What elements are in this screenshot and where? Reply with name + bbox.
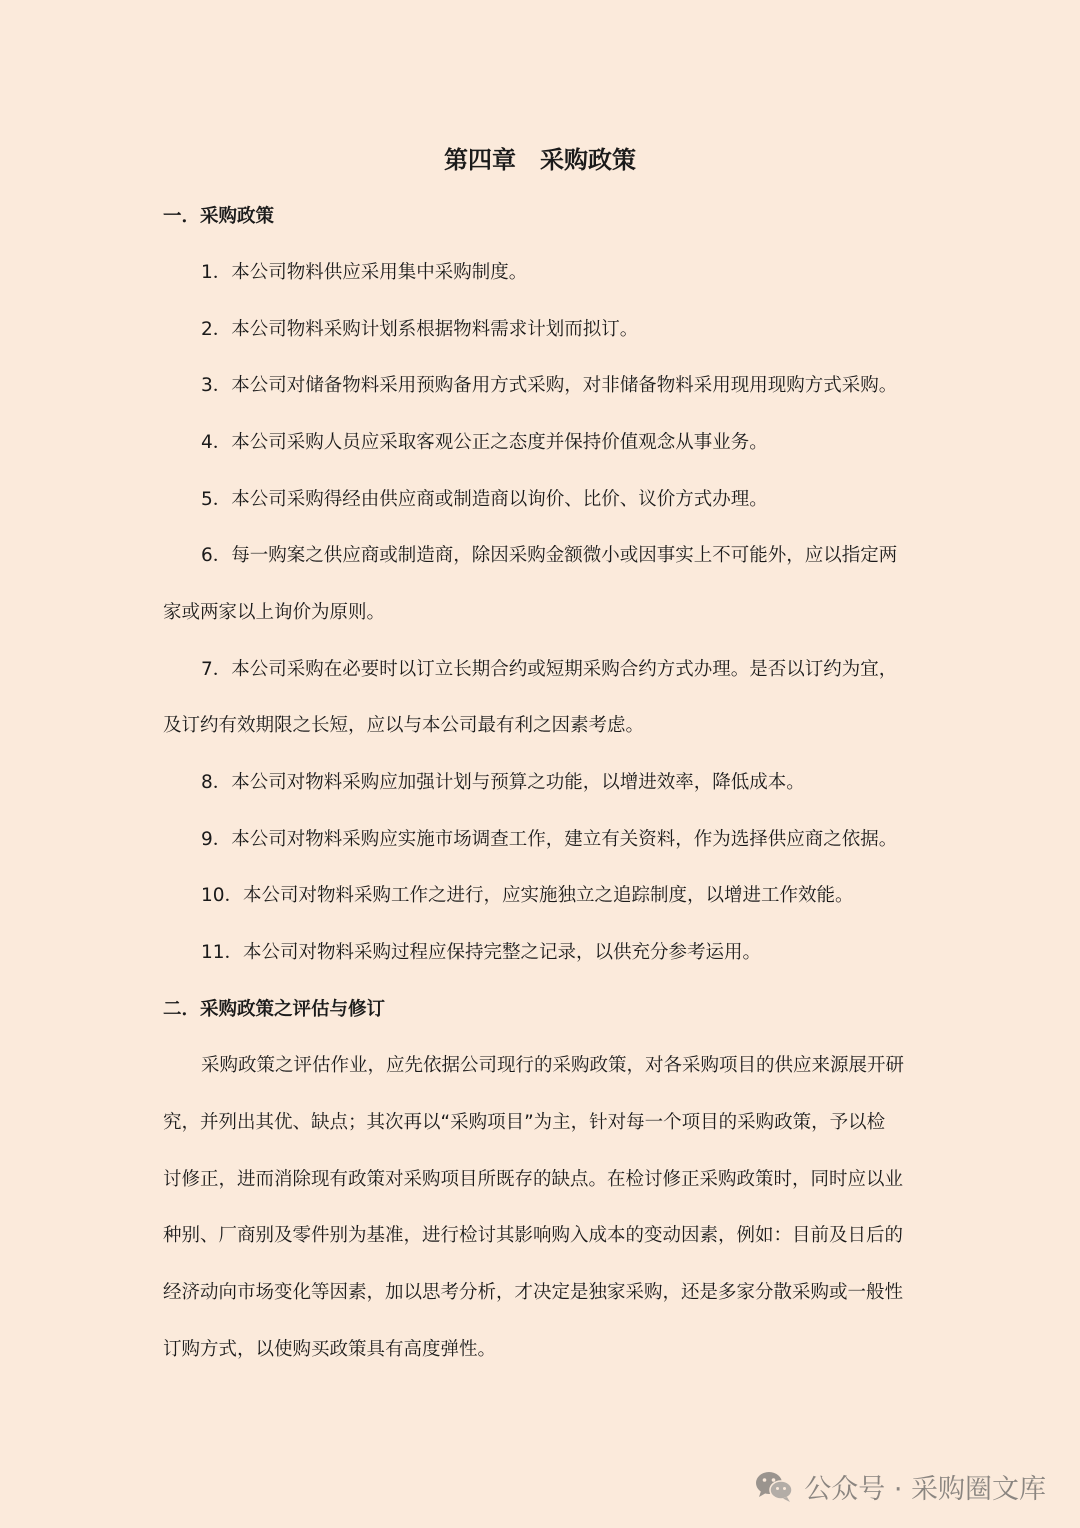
paragraph-line-2: 究，并列出其优、缺点；其次再以“采购项目”为主，针对每一个项目的采购政策，予以检 [163, 1112, 886, 1133]
paragraph-line-4: 种别、厂商别及零件别为基准，进行检讨其影响购入成本的变动因素，例如：目前及日后的 [163, 1225, 904, 1246]
policy-item-4: 4．本公司采购人员应采取客观公正之态度并保持价值观念从事业务。 [201, 432, 768, 453]
policy-item-6-cont: 家或两家以上询价为原则。 [163, 602, 386, 623]
wechat-icon [754, 1469, 794, 1503]
paragraph-line-3: 讨修正，进而消除现有政策对采购项目所既存的缺点。在检讨修正采购政策时，同时应以业 [163, 1169, 904, 1190]
watermark [754, 1466, 1046, 1506]
policy-item-7: 7．本公司采购在必要时以订立长期合约或短期采购合约方式办理。是否以订约为宜， [201, 659, 898, 680]
paragraph-line-6: 订购方式，以使购买政策具有高度弹性。 [163, 1339, 497, 1360]
policy-item-2: 2．本公司物料采购计划系根据物料需求计划而拟订。 [201, 319, 639, 340]
policy-item-3: 3．本公司对储备物料采用预购备用方式采购，对非储备物料采用现用现购方式采购。 [201, 375, 898, 396]
policy-item-5: 5．本公司采购得经由供应商或制造商以询价、比价、议价方式办理。 [201, 489, 768, 510]
chapter-number: 第四章 [444, 146, 516, 174]
policy-item-9: 9．本公司对物料采购应实施市场调查工作，建立有关资料，作为选择供应商之依据。 [201, 829, 898, 850]
policy-item-8: 8．本公司对物料采购应加强计划与预算之功能，以增进效率，降低成本。 [201, 772, 805, 793]
section-heading-1: 一．采购政策 [163, 206, 275, 227]
policy-item-1: 1．本公司物料供应采用集中采购制度。 [201, 262, 528, 283]
watermark-text: 公众号 · 采购圈文库 [804, 1473, 1046, 1505]
policy-item-10: 10．本公司对物料采购工作之进行，应实施独立之追踪制度，以增进工作效能。 [201, 885, 854, 906]
chapter-title [0, 140, 1080, 175]
policy-item-11: 11．本公司对物料采购过程应保持完整之记录，以供充分参考运用。 [201, 942, 762, 963]
policy-item-6: 6．每一购案之供应商或制造商，除因采购金额微小或因事实上不可能外，应以指定两 [201, 545, 898, 566]
paragraph-line-1: 采购政策之评估作业，应先依据公司现行的采购政策，对各采购项目的供应来源展开研 [201, 1055, 905, 1076]
chapter-name: 采购政策 [540, 146, 636, 174]
paragraph-line-5: 经济动向市场变化等因素，加以思考分析，才决定是独家采购，还是多家分散采购或一般性 [163, 1282, 904, 1303]
section-heading-2: 二．采购政策之评估与修订 [163, 999, 386, 1020]
policy-item-7-cont: 及订约有效期限之长短，应以与本公司最有利之因素考虑。 [163, 715, 645, 736]
